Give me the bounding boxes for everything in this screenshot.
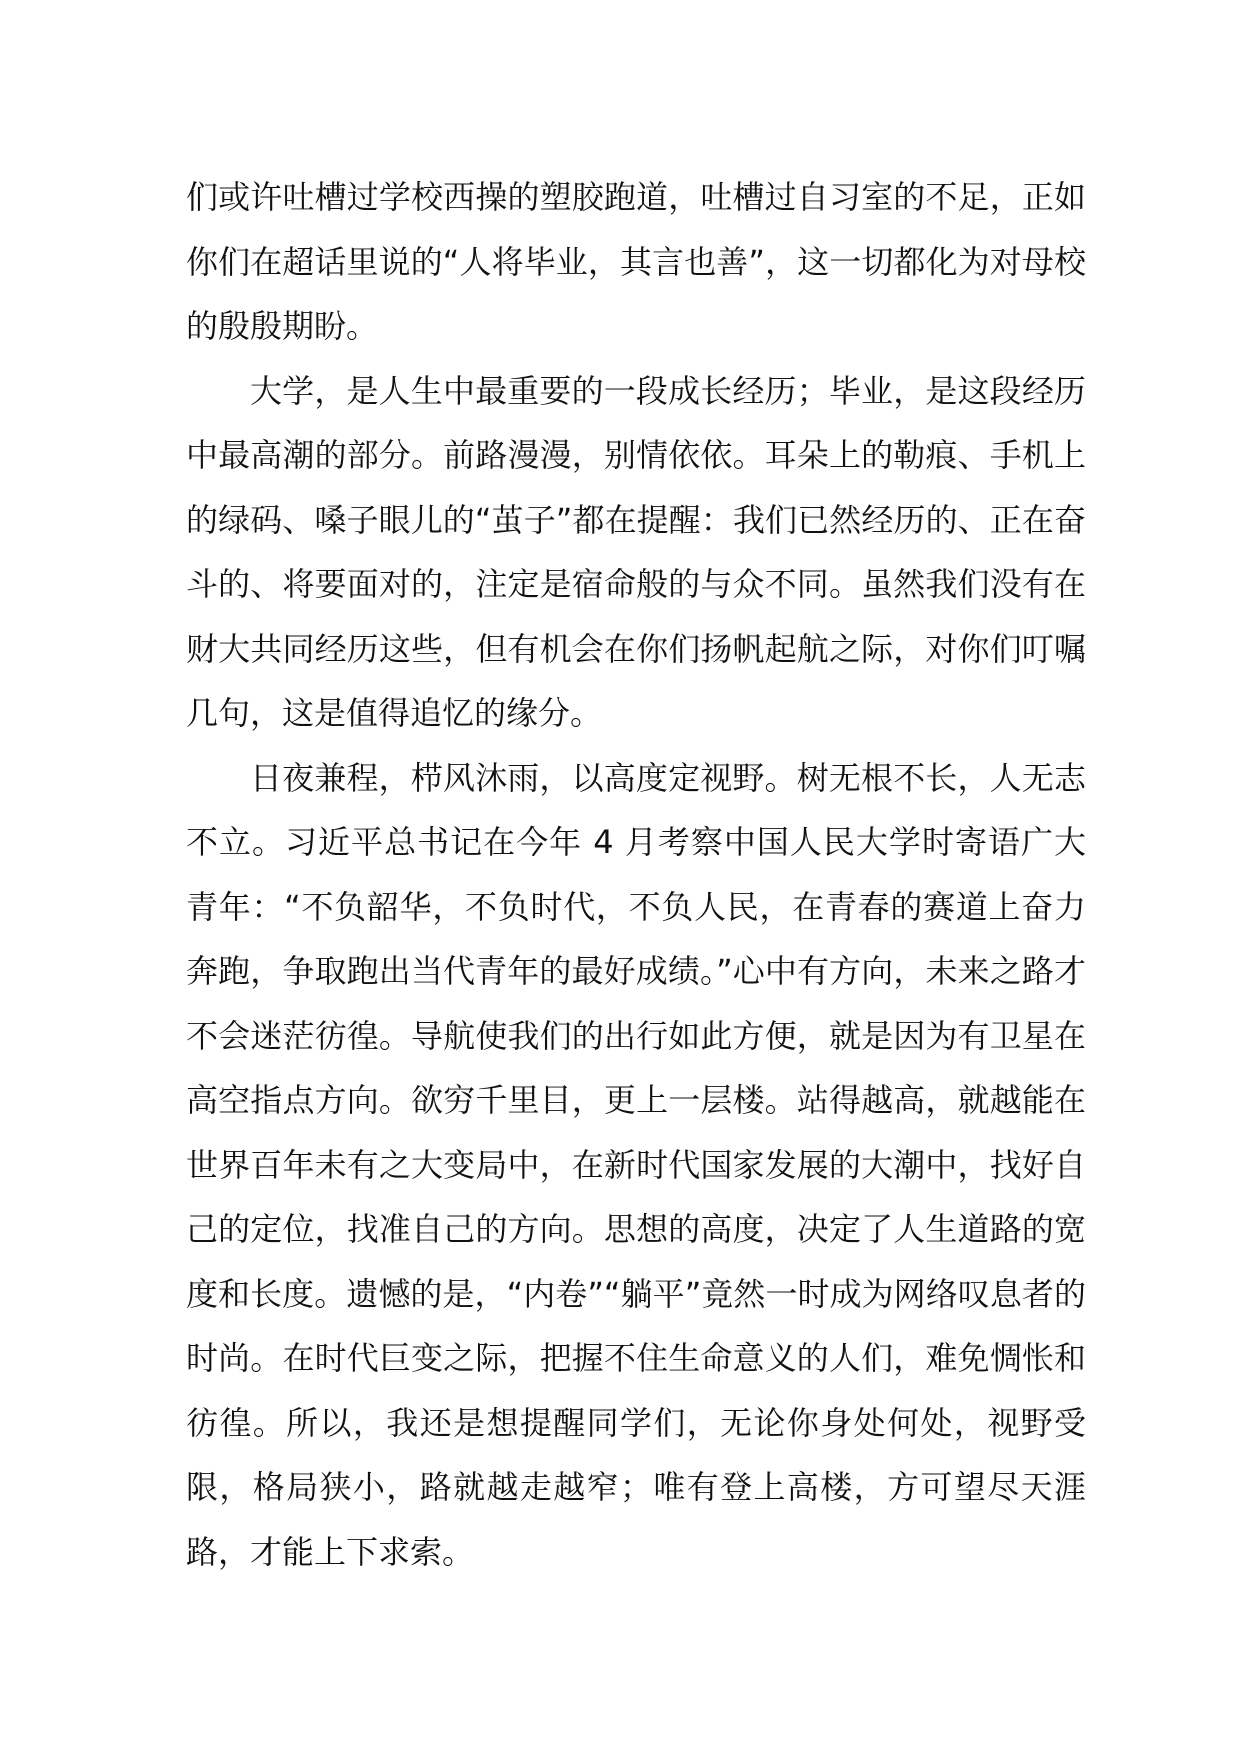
paragraph-university: 大学，是人生中最重要的一段成长经历；毕业，是这段经历中最高潮的部分。前路漫漫，别情依依。耳朵上的勒痕、手机上的绿码、嗓子眼儿的“茧子”都在提醒：我们已然经历的、正在奋斗的、将要面对的，注定是宿命般的与众不同。虽然我们没有在财大共同经历这些，但有机会在你们扬帆起航之际，对你们叮嘱几句，这是值得追忆的缘分。: [186, 371, 1086, 732]
document-body: [186, 165, 1086, 1584]
paragraph-continued: 们或许吐槽过学校西操的塑胶跑道，吐槽过自习室的不足，正如你们在超话里说的“人将毕业，其言也善”，这一切都化为对母校的殷殷期盼。: [186, 178, 1086, 345]
paragraph-vision: 日夜兼程，栉风沐雨，以高度定视野。树无根不长，人无志不立。习近平总书记在今年 4 月考察中国人民大学时寄语广大青年：“不负韶华，不负时代，不负人民，在青春的赛道上奋力奔跑，争取跑出当代青年的最好成绩。”心中有方向，未来之路才不会迷茫彷徨。导航使我们的出行如此方便，就是因为有卫星在高空指点方向。欲穷千里目，更上一层楼。站得越高，就越能在世界百年未有之大变局中，在新时代国家发展的大潮中，找好自己的定位，找准自己的方向。思想的高度，决定了人生道路的宽度和长度。遗憾的是，“内卷”“躺平”竟然一时成为网络叹息者的时尚。在时代巨变之际，把握不住生命意义的人们，难免惆怅和彷徨。所以，我还是想提醒同学们，无论你身处何处，视野受限，格局狭小，路就越走越窄；唯有登上高楼，方可望尽天涯路，才能上下求索。: [186, 758, 1086, 1571]
